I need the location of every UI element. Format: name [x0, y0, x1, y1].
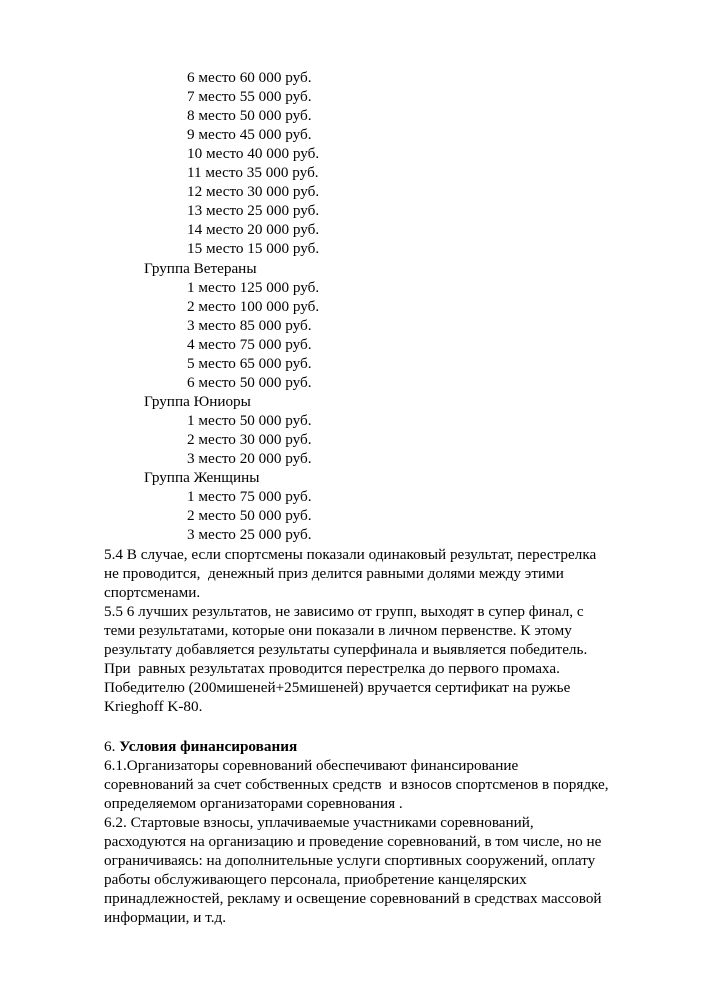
prize-line: 7 место 55 000 руб. [187, 88, 312, 105]
prize-line: 12 место 30 000 руб. [187, 183, 320, 200]
group-juniors-title: Группа Юниоры [144, 393, 251, 410]
section-6-heading [104, 737, 297, 756]
prize-line: 8 место 50 000 руб. [187, 107, 312, 124]
paragraph-5-4-line: не проводится, денежный приз делится равными долями между этими [104, 565, 564, 582]
paragraph-6-1-line: соревнований за счет собственных средств и взносов спортсменов в порядке, [104, 776, 609, 793]
prize-line: 1 место 125 000 руб. [187, 279, 320, 296]
paragraph-5-4-line: 5.4 В случае, если спортсмены показали одинаковый результат, перестрелка [104, 546, 597, 563]
prize-line: 3 место 20 000 руб. [187, 450, 312, 467]
prize-line: 9 место 45 000 руб. [187, 126, 312, 143]
paragraph-6-1-line: 6.1.Организаторы соревнований обеспечивают финансирование [104, 757, 519, 774]
prize-line: 6 место 50 000 руб. [187, 374, 312, 391]
paragraph-6-2-line: 6.2. Стартовые взносы, уплачиваемые участниками соревнований, [104, 814, 534, 831]
prize-line: 14 место 20 000 руб. [187, 221, 320, 238]
prize-line: 11 место 35 000 руб. [187, 164, 319, 181]
prize-line: 2 место 30 000 руб. [187, 431, 312, 448]
prize-line: 15 место 15 000 руб. [187, 240, 320, 257]
prize-line: 6 место 60 000 руб. [187, 69, 312, 86]
prize-line: 10 место 40 000 руб. [187, 145, 320, 162]
paragraph-5-5-line: Krieghoff K-80. [104, 698, 203, 715]
section-title: Условия финансирования [119, 738, 298, 755]
prize-line: 2 место 50 000 руб. [187, 507, 312, 524]
paragraph-6-2-line: принадлежностей, рекламу и освещение соревнований в средствах массовой [104, 890, 602, 907]
paragraph-5-5-line: теми результатами, которые они показали в личном первенстве. К этому [104, 622, 572, 639]
section-number: 6. [104, 738, 120, 755]
paragraph-5-4-line: спортсменами. [104, 584, 201, 601]
prize-line: 5 место 65 000 руб. [187, 355, 312, 372]
prize-line: 4 место 75 000 руб. [187, 336, 312, 353]
group-veterans-title: Группа Ветераны [144, 260, 257, 277]
paragraph-6-2-line: работы обслуживающего персонала, приобретение канцелярских [104, 871, 527, 888]
prize-line: 1 место 50 000 руб. [187, 412, 312, 429]
prize-line: 1 место 75 000 руб. [187, 488, 312, 505]
prize-line: 3 место 85 000 руб. [187, 317, 312, 334]
paragraph-6-2-line: расходуются на организацию и проведение соревнований, в том числе, но не [104, 833, 602, 850]
paragraph-6-1-line: определяемом организаторами соревнования . [104, 795, 403, 812]
paragraph-5-5-line: При равных результатах проводится перестрелка до первого промаха. [104, 660, 560, 677]
paragraph-5-5-line: Победителю (200мишеней+25мишеней) вручается сертификат на ружье [104, 679, 571, 696]
prize-line: 2 место 100 000 руб. [187, 298, 320, 315]
prize-line: 13 место 25 000 руб. [187, 202, 320, 219]
paragraph-6-2-line: информации, и т.д. [104, 909, 227, 926]
group-women-title: Группа Женщины [144, 469, 260, 486]
paragraph-5-5-line: результату добавляется результаты суперфинала и выявляется победитель. [104, 641, 588, 658]
prize-line: 3 место 25 000 руб. [187, 526, 312, 543]
paragraph-5-5-line: 5.5 6 лучших результатов, не зависимо от групп, выходят в супер финал, с [104, 603, 584, 620]
paragraph-6-2-line: ограничиваясь: на дополнительные услуги спортивных сооружений, оплату [104, 852, 596, 869]
